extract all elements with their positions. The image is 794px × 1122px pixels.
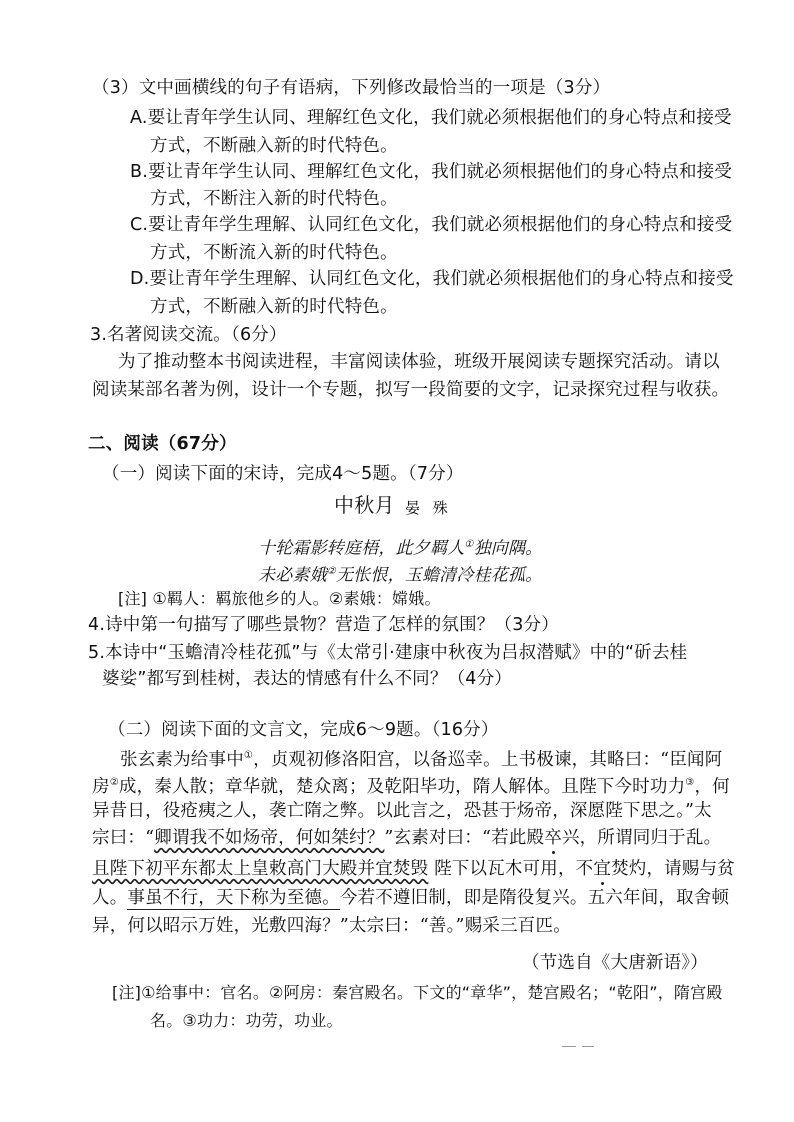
prose-note-line1: [注]①给事中：官名。②阿房：秦宫殿名。下文的“章华”，楚宫殿名；“乾阳”，隋宫殿 (112, 983, 723, 1002)
question-4: 4.诗中第一句描写了哪些景物？营造了怎样的氛围？（3分） (88, 615, 559, 635)
section-heading: 二、阅读（67分） (88, 434, 237, 454)
prose-note-mark-2: ② (109, 777, 119, 788)
prose-line-4: 宗曰：“卿谓我不如炀帝，何如桀纣？”玄素对曰：“若此殿卒兴，所谓同归于乱。 (92, 828, 722, 848)
question-5-line2: 婆娑”都写到桂树，表达的情感有什么不同？（4分） (102, 669, 512, 689)
option-b-line2: 方式，不断注入新的时代特色。 (150, 189, 398, 209)
scan-mark (562, 1046, 576, 1047)
prose-note-line2: 名。③功力：功劳，功业。 (150, 1011, 343, 1030)
prose-line-5: 且陛下初平东都太上皇敕高门大殿并宜焚毁 陛下以瓦木可用，不宜焚灼，请赐与贫 (92, 859, 735, 879)
prose-line-2: 房②成，秦人散；章华就，楚众离；及乾阳毕功，隋人解体。且陛下今时功力③，何 (92, 776, 730, 797)
prose-line-1: 张玄素为给事中①，贞观初修洛阳宫，以备巡幸。上书极谏，其略曰：“臣闻阿 (120, 749, 723, 770)
prose-line-3: 异昔日，役疮痍之人，袭亡隋之弊。以此言之，恐甚于炀帝，深愿陛下思之。”太 (92, 801, 712, 821)
question-3-stem: （3）文中画横线的句子有语病，下列修改最恰当的一项是（3分） (92, 78, 611, 98)
dotted-character: 宜 (593, 859, 612, 879)
option-c-line2: 方式，不断流入新的时代特色。 (150, 243, 398, 263)
option-a-line2: 方式，不断融入新的时代特色。 (150, 136, 398, 156)
wavy-underlined-clause: 且陛下初平东都太上皇敕高门大殿并宜焚毁 (92, 859, 429, 879)
poem-intro: （一）阅读下面的宋诗，完成4～5题。（7分） (102, 464, 464, 484)
option-d-line1: D.要让青年学生理解、认同红色文化，我们就必须根据他们的身心特点和接受 (130, 269, 734, 289)
wavy-underlined-sentence: 卿谓我不如炀帝，何如桀纣？ (154, 828, 385, 848)
underlined-sentence: 事虽不行，天下称为至德。 (127, 888, 340, 908)
prose-line-7: 异，何以昭示万姓，光敷四海？”太宗曰：“善。”赐采三百匹。 (92, 916, 571, 936)
option-c-line1: C.要让青年学生理解、认同红色文化，我们就必须根据他们的身心特点和接受 (130, 215, 733, 235)
reading-exchange-line2: 阅读某部名著为例，设计一个专题，拟写一段简要的文字，记录探究过程与收获。 (92, 380, 730, 400)
option-a-line1: A.要让青年学生认同、理解红色文化，我们就必须根据他们的身心特点和接受 (130, 108, 732, 128)
poem-note-mark-1: ① (464, 539, 474, 550)
scan-mark (582, 1046, 594, 1047)
poem-author: 晏 殊 (405, 499, 452, 517)
dotted-character: 卒 (544, 828, 562, 848)
option-b-line1: B.要让青年学生认同、理解红色文化，我们就必须根据他们的身心特点和接受 (130, 162, 733, 182)
poem-note: [注] ①羁人：羁旅他乡的人。②素娥：嫦娥。 (118, 589, 441, 608)
prose-note-mark-1: ① (243, 750, 254, 761)
prose-line-6: 人。事虽不行，天下称为至德。今若不遵旧制，即是隋役复兴。五六年间，取舍顿 (92, 888, 730, 908)
question-5-line1: 5.本诗中“玉蟾清冷桂花孤”与《太常引·建康中秋夜为吕叔潜赋》中的“斫去桂 (88, 643, 688, 663)
poem-line-2: 未必素娥②无怅恨，玉蟾清冷桂花孤。 (258, 565, 543, 586)
reading-exchange-title: 3.名著阅读交流。（6分） (90, 325, 287, 345)
option-d-line2: 方式，不断融入新的时代特色。 (150, 297, 398, 317)
poem-line-1: 十轮霜影转庭梧，此夕羁人①独向隅。 (258, 538, 543, 559)
prose-note-mark-3: ③ (685, 777, 695, 788)
prose-intro: （二）阅读下面的文言文，完成6～9题。（16分） (108, 720, 499, 740)
reading-exchange-line1: 为了推动整本书阅读进程，丰富阅读体验，班级开展阅读专题探究活动。请以 (118, 352, 720, 372)
poem-title: 中秋月 (334, 493, 395, 517)
source-citation: （节选自《大唐新语》） (522, 953, 708, 973)
poem-note-mark-2: ② (326, 566, 336, 577)
